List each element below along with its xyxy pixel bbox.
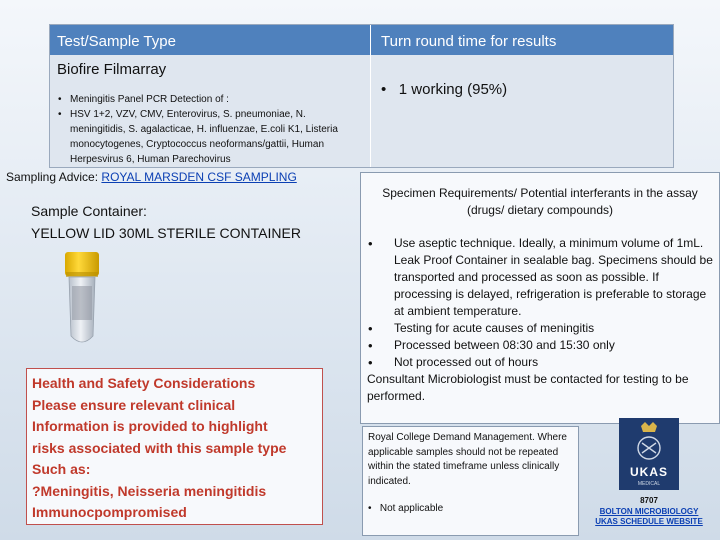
demand-management-box	[362, 426, 579, 536]
sample-container-info	[31, 200, 301, 244]
ukas-info	[590, 496, 708, 528]
ukas-logo	[619, 418, 679, 490]
demand-item-text: Not applicable	[379, 503, 444, 514]
demand-item: • Not applicable	[368, 503, 444, 514]
turnaround-value: • 1 working (95%)	[381, 81, 508, 98]
hs-line: Such as:	[32, 461, 91, 477]
sampling-link[interactable]: ROYAL MARSDEN CSF SAMPLING	[101, 170, 297, 184]
ukas-number: 8707	[640, 496, 658, 505]
header-turnaround: Turn round time for results	[381, 33, 557, 50]
specimen-title: Specimen Requirements/ Potential interferants in the assay (drugs/ dietary compounds)	[382, 186, 698, 217]
hs-line: Please ensure relevant clinical	[32, 396, 236, 413]
specimen-bullet: • Not processed out of hours	[367, 354, 713, 371]
specimen-requirements-box	[360, 172, 720, 424]
ukas-schedule-link[interactable]: UKAS SCHEDULE WEBSITE	[595, 517, 703, 526]
demand-text: Royal College Demand Management. Where applicable samples should not be repeated within the stated timeframe unless clinically indicated.	[368, 432, 567, 487]
test-item: • Meningitis Panel PCR Detection of :	[57, 92, 357, 107]
yellow-lid-container-image	[64, 252, 100, 348]
specimen-bullet: • Use aseptic technique. Ideally, a minimum volume of 1mL. Leak Proof Container in sealable bag. Specimens should be transported and processed as soon as possible. If processing is delayed, refrigeration is preferable to storage at ambient temperature.	[367, 235, 713, 320]
hs-line: Immunocpompromised	[32, 504, 187, 520]
specimen-body	[367, 235, 713, 405]
hs-line: risks associated with this sample type	[32, 439, 287, 456]
table-header-row	[50, 25, 673, 55]
test-type-cell	[50, 55, 371, 167]
ukas-logo-sub: MEDICAL	[637, 481, 661, 487]
header-cell-test-type	[50, 25, 371, 55]
hs-line: Information is provided to highlight	[32, 418, 268, 434]
bolton-microbiology-link[interactable]: BOLTON MICROBIOLOGY	[599, 506, 699, 516]
health-safety-text	[32, 373, 322, 524]
specimen-bullet: • Processed between 08:30 and 15:30 only	[367, 337, 713, 354]
health-safety-box	[26, 368, 323, 525]
test-name: Biofire Filmarray	[57, 61, 167, 78]
hs-line: Health and Safety Considerations	[32, 375, 256, 391]
sampling-label: Sampling Advice:	[6, 170, 99, 184]
sampling-advice	[6, 170, 297, 184]
ukas-logo-text: UKAS	[629, 465, 669, 479]
test-info-table	[49, 24, 674, 168]
hs-line: ?Meningitis, Neisseria meningitidis	[32, 482, 267, 499]
specimen-bullet: • Testing for acute causes of meningitis	[367, 320, 713, 337]
header-test-type: Test/Sample Type	[57, 33, 176, 50]
test-item: • HSV 1+2, VZV, CMV, Enterovirus, S. pneumoniae, N. meningitidis, S. agalacticae, H. influenzae, E.coli K1, Listeria monocytogenes, Cryptococcus neoformans/gattii, Human Herpesvirus 6, Human Parechovirus	[57, 107, 357, 167]
test-item-list	[57, 92, 357, 167]
specimen-footer: Consultant Microbiologist must be contacted for testing to be performed.	[367, 372, 689, 403]
container-heading: Sample Container:	[31, 203, 147, 219]
turnaround-text: 1 working (95%)	[398, 81, 508, 98]
table-row	[50, 55, 673, 167]
specimen-bullet-list	[367, 235, 713, 371]
container-type: YELLOW LID 30ML STERILE CONTAINER	[31, 225, 301, 241]
